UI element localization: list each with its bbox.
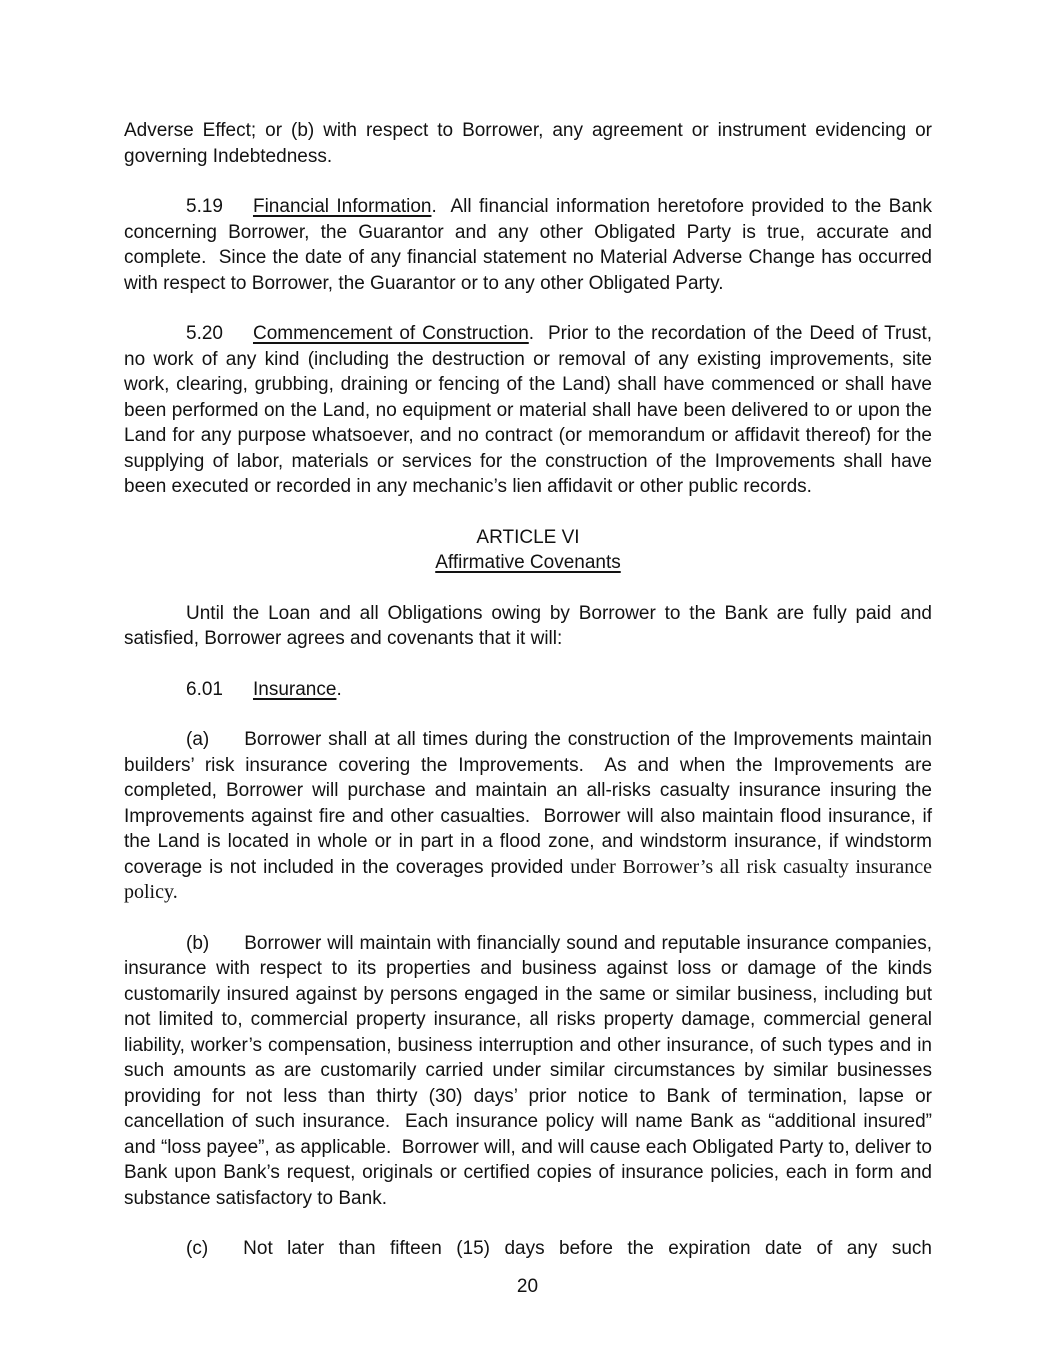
article-heading bbox=[124, 525, 932, 576]
article-subtitle: Affirmative Covenants bbox=[435, 552, 621, 573]
article-intro: Until the Loan and all Obligations owing by Borrower to the Bank are fully paid and satisfied, Borrower agrees and covenants that it will: bbox=[124, 602, 932, 649]
subparagraph-body: Not later than fifteen (15) days before the expiration date of any such bbox=[243, 1238, 932, 1259]
section-5-20 bbox=[124, 321, 932, 500]
subparagraph-body-serif: under Borrower’s all risk casualty insurance policy. bbox=[124, 855, 932, 903]
page-number: 20 bbox=[516, 1276, 539, 1297]
subparagraph-b bbox=[124, 931, 932, 1212]
subparagraph-marker: (c) bbox=[186, 1238, 209, 1259]
subparagraph-body: Borrower will maintain with financially sound and reputable insurance companies, insurance with respect to its properties and business against loss or damage of the kinds customarily insured against by persons engaged in the same or similar business, including but not limited to, commercial property insurance, all risks property damage, commercial general liability, worker’s compensation, business interruption and other insurance, of such types and in such amounts as are customarily carried under similar circumstances by similar businesses providing for not less than thirty (30) days’ prior notice to Bank of termination, lapse or cancellation of such insurance. Each insurance policy will name Bank as “additional insured” and “loss payee”, as applicable. Borrower will, and will cause each Obligated Party to, deliver to Bank upon Bank’s request, originals or certified copies of insurance policies, each in form and substance satisfactory to Bank. bbox=[124, 932, 932, 1209]
section-heading: Financial Information bbox=[252, 196, 432, 217]
section-heading: Commencement of Construction bbox=[252, 323, 529, 344]
section-body: . bbox=[336, 678, 342, 700]
section-heading: Insurance bbox=[252, 678, 337, 700]
subparagraph-marker: (a) bbox=[186, 729, 210, 750]
section-6-01 bbox=[124, 677, 932, 703]
subparagraph-a bbox=[124, 727, 932, 906]
section-body: . All financial information heretofore provided to the Bank concerning Borrower, the Guarantor and any other Obligated Party is true, accurate and complete. Since the date of any financial statement no Material Adverse Change has occurred with respect to Borrower, the Guarantor or to any other Obligated Party. bbox=[124, 196, 932, 294]
section-number: 6.01 bbox=[186, 678, 223, 700]
paragraph-continuation: Adverse Effect; or (b) with respect to Borrower, any agreement or instrument evidencing or governing Indebtedness. bbox=[124, 120, 932, 167]
subparagraph-marker: (b) bbox=[186, 932, 210, 954]
article-title: ARTICLE VI bbox=[476, 526, 580, 548]
section-5-19 bbox=[124, 194, 932, 296]
subparagraph-body: Borrower shall at all times during the construction of the Improvements maintain builders’ risk insurance covering the Improvements. As and when the Improvements are completed, Borrower will purchase and maintain an all-risks casualty insurance insuring the Improvements against fire and other casualties. Borrower will also maintain flood insurance, if the Land is located in whole or in part in a flood zone, and windstorm insurance, if windstorm coverage is not included in the coverages provided bbox=[124, 729, 932, 878]
section-number: 5.19 bbox=[186, 196, 223, 217]
subparagraph-c bbox=[124, 1236, 932, 1262]
document-page bbox=[124, 118, 932, 1287]
section-number: 5.20 bbox=[186, 323, 223, 344]
section-body: . Prior to the recordation of the Deed of Trust, no work of any kind (including the destruction or removal of any existing improvements, site work, clearing, grubbing, draining or fencing of the Land) shall have commenced or shall have been performed on the Land, no equipment or material shall have been delivered to or upon the Land for any purpose whatsoever, and no contract (or memorandum or affidavit thereof) for the supplying of labor, materials or services for the construction of the Improvements shall have been executed or recorded in any mechanic’s lien affidavit or other public records. bbox=[124, 323, 933, 497]
